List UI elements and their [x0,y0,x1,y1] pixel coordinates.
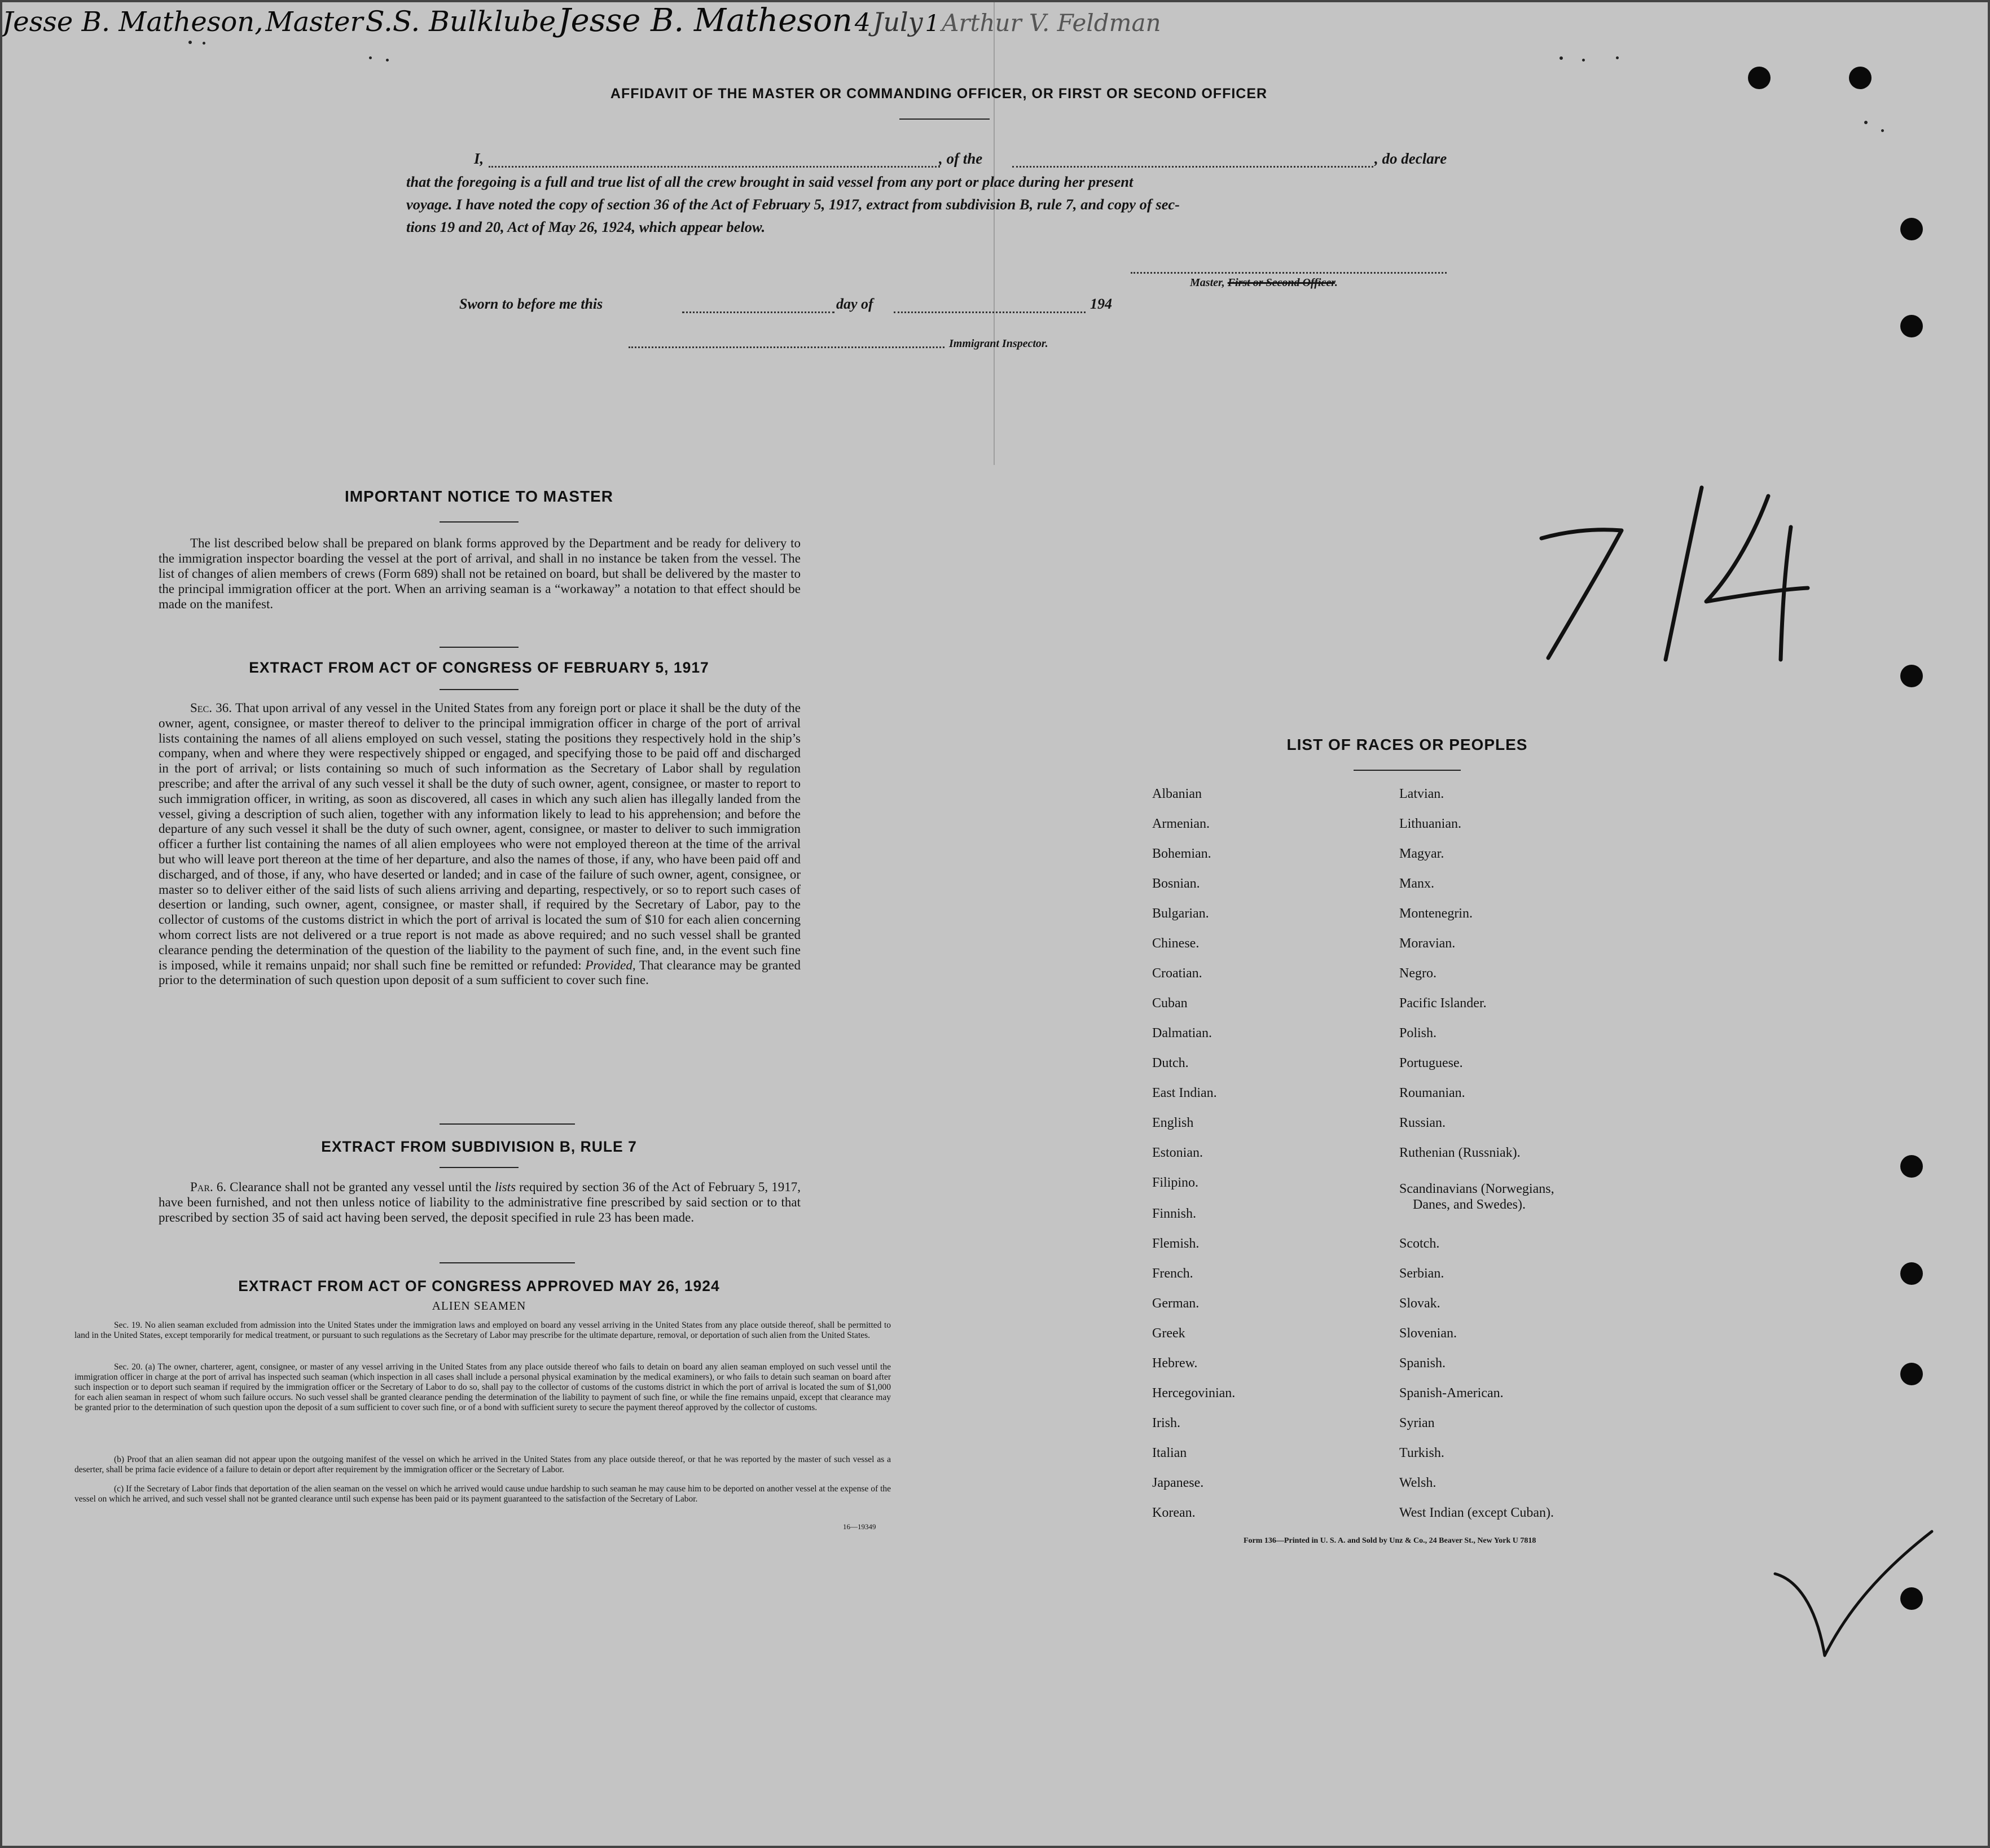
race-item: Ruthenian (Russniak). [1399,1145,1521,1160]
lists-word: lists [494,1180,516,1194]
print-code: 16—19349 [843,1522,876,1531]
signature-caption-end: . [1334,276,1338,289]
date-stroke-seven [1541,530,1622,658]
race-item: East Indian. [1152,1086,1217,1100]
year-prefix: 194 [1090,296,1112,312]
date-stroke-four-a [1706,496,1808,602]
date-stroke-four-b [1781,527,1791,660]
race-item: Bosnian. [1152,876,1200,891]
extract-1917-rule [440,689,519,690]
race-item: Dalmatian. [1152,1026,1212,1041]
sec-19-text: Sec. 19. No alien seaman excluded from admission into the United States under the immigration laws and employed on board any vessel arriving in the United States from any place outside thereof, shall be permitted to land in the United States, except temporarily for medical treatment, or pursuant to such regulations as the Secretary of Labor may prescribe for the ultimate departure, removal, or deportation of such alien from the United States. [74,1320,891,1340]
alien-seamen-subheading: ALIEN SEAMEN [432,1299,526,1313]
sec-20b-text: (b) Proof that an alien seaman did not appear upon the outgoing manifest of the vessel on which he arrived in the United States from any place outside thereof, or that he was reported by the master of such vessel as a deserter, shall be prima facie evidence of a failure to detain or deport after requirement by the immigration officer or the Secretary of Labor. [74,1455,891,1474]
inspector-label: Immigrant Inspector. [949,337,1048,350]
affidavit-title-rule [899,118,990,120]
scan-speck [1864,121,1868,124]
affidavit-title: AFFIDAVIT OF THE MASTER OR COMMANDING OFFICER, OR FIRST OR SECOND OFFICER [610,86,1268,102]
notice-body: The list described below shall be prepared on blank forms approved by the Department and be ready for delivery to the immigration inspector boarding the vessel at the port of arrival, and shall in no instance be taken from the vessel. The list of changes of alien members of crews (Form 689) shall not be retained on board, but shall be delivered by the master to the principal immigration officer at the port. When an arriving seaman is a “workaway” a notation to that effect should be made on the manifest. [159,536,801,611]
race-item: Croatian. [1152,966,1202,981]
race-item: Spanish. [1399,1356,1446,1371]
sec-20c-text: (c) If the Secretary of Labor finds that deportation of the alien seaman on the vessel on which he arrived would cause undue hardship to such seaman he may cause him to be deported on another vessel at the expense of the vessel on which he arrived, and such vessel shall not be granted clearance until such expense has been paid or its payment guaranteed to the satisfaction of the Secretary of Labor. [74,1484,891,1504]
race-item: Scotch. [1399,1236,1440,1251]
race-item: Flemish. [1152,1236,1200,1251]
race-item: Albanian [1152,787,1202,801]
proviso-word: Provided, [585,958,636,972]
binder-hole [1900,218,1923,240]
binder-hole [1900,1155,1923,1178]
race-item: Syrian [1399,1416,1435,1430]
notice-heading-rule [440,521,519,523]
races-heading-rule [1354,770,1461,771]
race-item: Pacific Islander. [1399,996,1487,1011]
handwritten-date-annotation [1526,476,1842,674]
section-divider [440,1123,575,1125]
rule-7-body [159,1180,801,1225]
race-item: Montenegrin. [1399,906,1473,921]
race-item: Dutch. [1152,1056,1189,1070]
affidavit-body-line1: that the foregoing is a full and true list of all the crew brought in said vessel from any port or place during her present [406,173,1134,190]
binder-hole [1900,1363,1923,1385]
sec-20a-text: Sec. 20. (a) The owner, charterer, agent, consignee, or master of any vessel arriving in the United States from any place outside thereof who fails to detain on board any alien seaman employed on such vessel until the immigration officer in charge at the port of arrival has inspected such seaman (which inspection in all cases shall include a personal physical examination by the medical examiners), or who fails to detain such seaman on board after such inspection or to deport such seaman if required by the immigration officer or the Secretary of Labor to do so, shall pay to the collector of customs of the customs district in which the port of arrival is located the sum of $1,000 for each alien seaman in respect of whom such failure occurs. No such vessel shall be granted clearance pending the determination of the liability to payment of such fine, or while the fine remains unpaid, except that clearance may be granted prior to the determination of such question upon the deposit of a sum sufficient to cover such fine, or of a bond with sufficient surety to secure the payment thereof approved by the collector of customs. [74,1362,891,1412]
race-item: Italian [1152,1446,1187,1460]
of-the-label: , of the [939,150,983,167]
race-item: Hebrew. [1152,1356,1198,1371]
race-item: West Indian (except Cuban). [1399,1505,1554,1520]
race-item: Korean. [1152,1505,1196,1520]
scan-speck [1881,129,1884,132]
vessel-name-line [1012,166,1373,168]
race-item: Serbian. [1399,1266,1444,1281]
vessel-name-handwritten: S.S. Bulklube [365,5,556,38]
par-6-label: Par. 6. [190,1180,227,1194]
sworn-label: Sworn to before me this [459,296,603,312]
par-6-text-end: required by section 36 of the Act of February 5, 1917, have been furnished, and not then unless notice of liability to the administrative fine prescribed by said section or to that prescribed by section 35 of said act having been served, the deposit specified in rule 23 has been made. [159,1180,801,1224]
signature-caption [1190,276,1338,289]
race-item: Roumanian. [1399,1086,1465,1100]
binder-hole [1748,67,1771,89]
scan-speck [1582,59,1585,62]
scan-speck [203,42,205,45]
race-item: Armenian. [1152,817,1210,831]
sec-36-label: Sec. 36. [190,701,232,715]
races-heading: LIST OF RACES OR PEOPLES [1286,736,1528,753]
signature-caption-struck: First or Second Officer [1227,276,1335,289]
race-item: Finnish. [1152,1206,1197,1221]
scan-speck [369,56,372,59]
race-item: Filipino. [1152,1175,1199,1190]
extract-1924-heading: EXTRACT FROM ACT OF CONGRESS APPROVED MAY 26, 1924 [238,1278,720,1294]
race-item: Bohemian. [1152,846,1211,861]
sworn-month-line [894,311,1086,313]
master-name-handwritten: Jesse B. Matheson, [2,6,263,38]
notice-heading: IMPORTANT NOTICE TO MASTER [344,488,614,505]
binder-hole [1849,67,1872,89]
rule-7-rule [440,1167,519,1168]
race-item: English [1152,1116,1194,1130]
sec-36-text: That upon arrival of any vessel in the United States from any foreign port or place it shall be the duty of the owner, agent, consignee, or master thereof to deliver to the principal immigration officer in charge of the port of arrival lists containing the names of all aliens employed on such vessel, stating the positions they respectively hold in the ship’s company, when and where they were respectively shipped or engaged, and specifying those to be paid off and discharged in the port of arrival; or lists containing so much of such information as the Secretary of Labor shall by regulation prescribe; and after the arrival of any such vessel it shall be the duty of such owner, agent, consignee, or master to report to such immigration officer, in writing, as soon as discovered, all cases in which any such alien has illegally landed from the vessel, giving a description of such alien, together with any information likely to lead to his apprehension; and before the departure of any such vessel it shall be the duty of such owner, agent, consignee, or master to deliver to such immigration officer a further list containing the names of all alien employees who were not employed thereon at the time of the arrival but who will leave port thereon at the time of her departure, and also the names of those, if any, who have been paid off and discharged, and of those, if any, who have deserted or landed; and in case of the failure of such owner, agent, consignee, or master so to deliver either of the said lists of such aliens arriving and departing, respectively, or so to report such cases of desertion or landing, such owner, agent, consignee, or master shall, if required by the Secretary of Labor, pay to the collector of customs of the customs district in which the port of arrival is located the sum of $10 for each alien concerning whom correct lists are not delivered or a true report is not made as above required; and no such vessel shall be granted clearance pending the determination of the question of the liability to the payment of such fine, and, in the event such fine is imposed, while it remains unpaid; nor shall such fine be remitted or refunded: [159,701,801,972]
race-item: Irish. [1152,1416,1180,1430]
inspector-signature-line [629,346,945,348]
scan-speck [386,59,389,62]
race-item: Greek [1152,1326,1185,1341]
day-of-label: day of [836,296,873,312]
race-item: Latvian. [1399,787,1444,801]
race-item: French. [1152,1266,1193,1281]
affidavit-body-line2: voyage. I have noted the copy of section 36 of the Act of February 5, 1917, extract from subdivision B, rule 7, and copy of sec- [406,196,1180,213]
race-item: Negro. [1399,966,1437,981]
affidavit-body-line3: tions 19 and 20, Act of May 26, 1924, which appear below. [406,218,766,235]
extract-1917-body [159,701,801,988]
race-item: Slovenian. [1399,1326,1457,1341]
race-item: Moravian. [1399,936,1456,951]
year-handwritten: 1 [925,11,940,37]
i-label: I, [474,150,484,167]
sec-36-text-end: That clearance may be granted prior to the determination of such question upon deposit of a sum sufficient to cover such fine. [159,958,801,987]
rank-handwritten: Master [265,6,363,38]
sworn-month-handwritten: July [872,7,923,37]
binder-hole [1900,1262,1923,1285]
scan-speck [188,41,192,44]
race-item: Turkish. [1399,1446,1444,1460]
race-item: German. [1152,1296,1200,1311]
section-divider [440,1262,575,1263]
par-6-text: Clearance shall not be granted any vessel until the [230,1180,491,1194]
scan-speck [1616,56,1619,59]
signature-caption-master: Master, [1190,276,1228,289]
race-item: Polish. [1399,1026,1437,1041]
master-name-line [489,166,940,168]
race-item: Lithuanian. [1399,817,1461,831]
binder-hole [1900,665,1923,687]
race-item: Hercegovinian. [1152,1386,1236,1401]
race-item: Estonian. [1152,1145,1203,1160]
race-item: Manx. [1399,876,1434,891]
declare-label: , do declare [1374,150,1447,167]
race-item: Welsh. [1399,1476,1437,1490]
race-item: Cuban [1152,996,1188,1011]
race-item: Slovak. [1399,1296,1440,1311]
signature-line [1131,272,1447,274]
race-item: Spanish-American. [1399,1386,1504,1401]
scan-speck [1560,56,1563,60]
sworn-day-handwritten: 4 [854,8,871,37]
race-item-continuation: Danes, and Swedes). [1413,1197,1526,1212]
race-item: Bulgarian. [1152,906,1209,921]
race-item: Scandinavians (Norwegians, [1399,1182,1554,1196]
race-item: Magyar. [1399,846,1444,861]
date-stroke-slash [1666,488,1702,660]
form-printer-line: Form 136—Printed in U. S. A. and Sold by Unz & Co., 24 Beaver St., New York U 7818 [1244,1537,1536,1545]
section-divider [440,647,519,648]
rule-7-heading: EXTRACT FROM SUBDIVISION B, RULE 7 [321,1138,637,1155]
handwritten-check-mark-icon [1763,1520,1943,1667]
master-signature: Jesse B. Matheson [558,2,853,39]
binder-hole [1900,315,1923,337]
race-item: Russian. [1399,1116,1446,1130]
extract-1917-heading: EXTRACT FROM ACT OF CONGRESS OF FEBRUARY 5, 1917 [249,659,709,676]
check-mark-stroke [1775,1531,1932,1656]
race-item: Japanese. [1152,1476,1204,1490]
sworn-day-line [682,311,834,313]
race-item: Chinese. [1152,936,1200,951]
inspector-signature: Arthur V. Feldman [942,9,1161,37]
race-item: Portuguese. [1399,1056,1463,1070]
